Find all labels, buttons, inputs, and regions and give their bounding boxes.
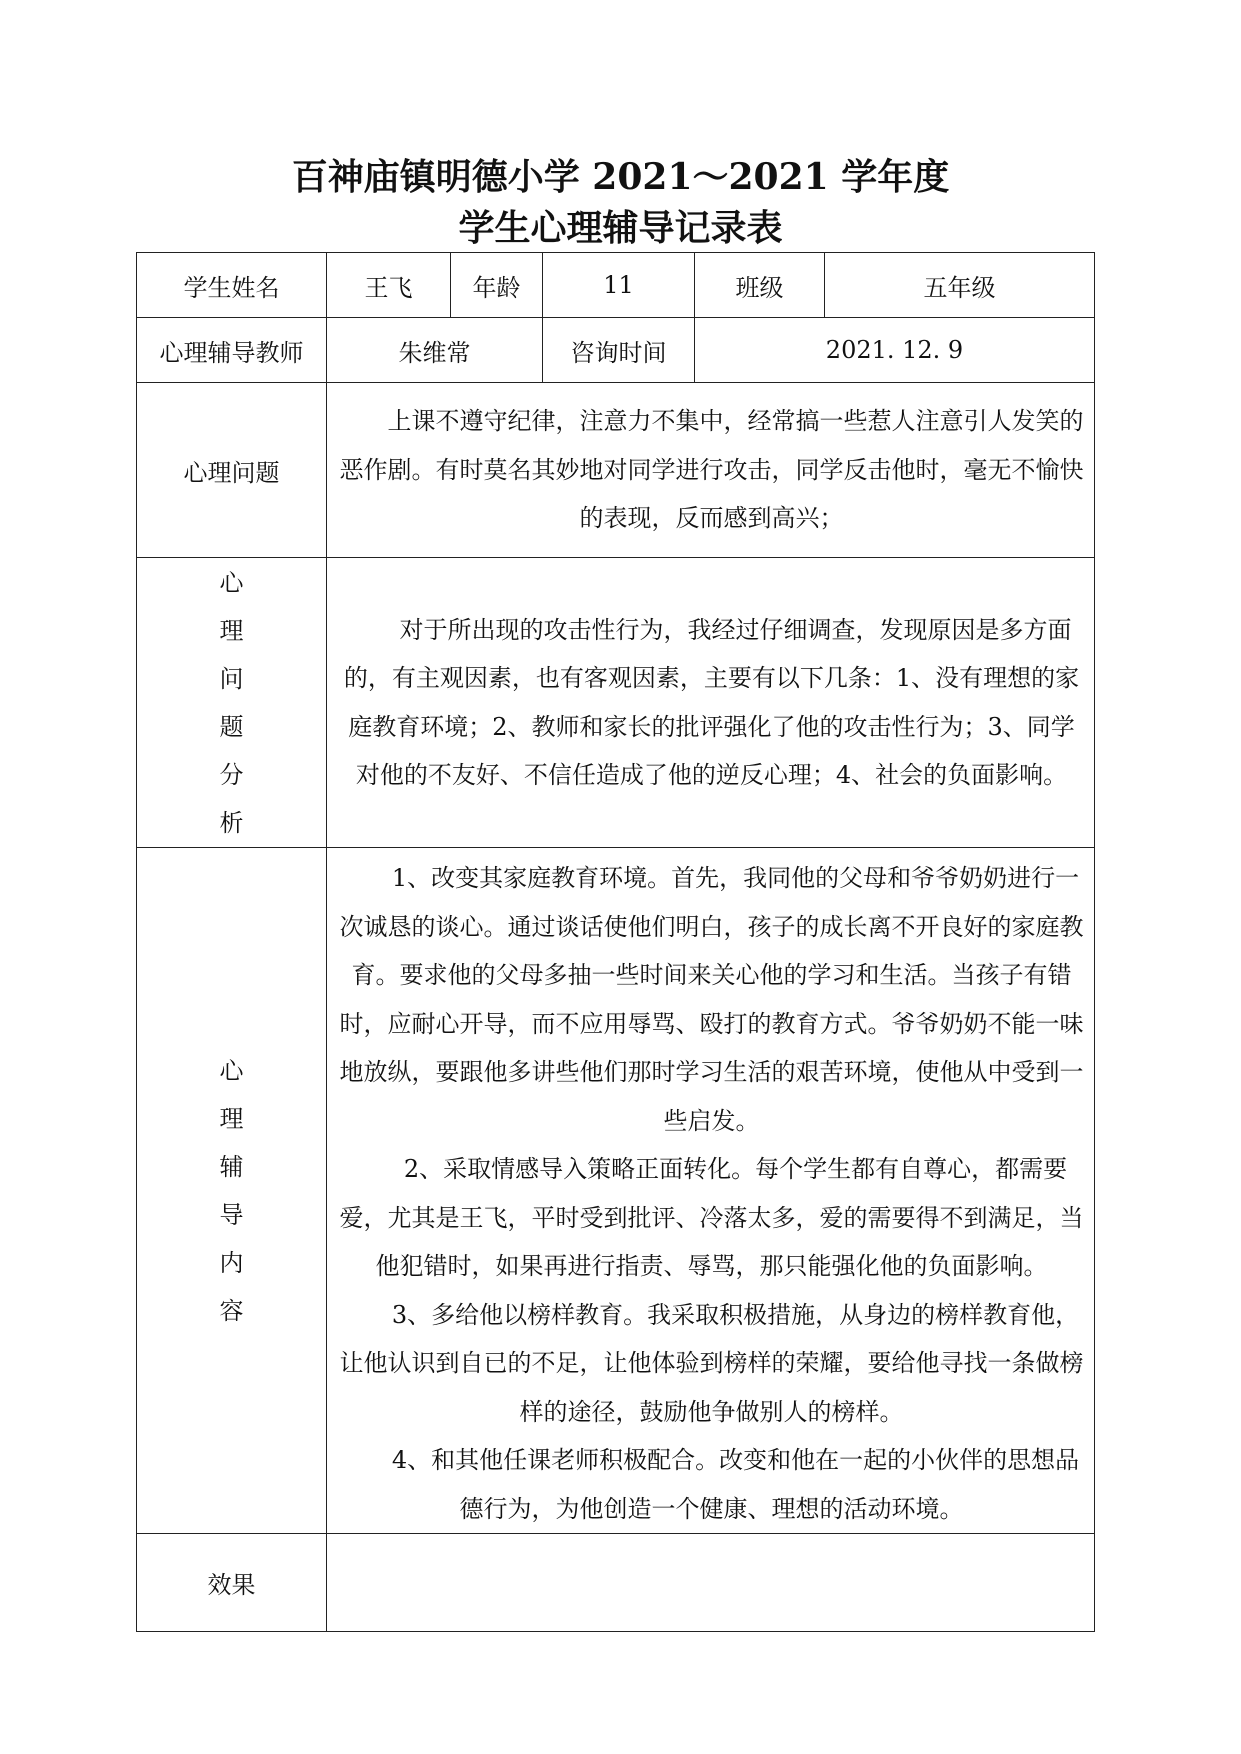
effect-cell: [327, 1534, 1095, 1632]
problem-label: 心理问题: [137, 383, 327, 558]
content-cell: [327, 848, 1095, 1534]
content-paragraph: 2、采取情感导入策略正面转化。每个学生都有自尊心，都需要爱，尤其是王飞，平时受到批评、冷落太多，爱的需要得不到满足，当他犯错时，如果再进行指责、辱骂，那只能强化他的负面影响。: [339, 1155, 1084, 1280]
class-label: 班级: [695, 253, 825, 318]
content-paragraph: 3、多给他以榜样教育。我采取积极措施，从身边的榜样教育他，让他认识到自已的不足，让他体验到榜样的荣耀，要给他寻找一条做榜样的途径，鼓励他争做别人的榜样。: [339, 1300, 1084, 1426]
problem-text: 上课不遵守纪律，注意力不集中，经常搞一些惹人注意引人发笑的恶作剧。有时莫名其妙地对同学进行攻击，同学反击他时，毫无不愉快的表现，反而感到高兴；: [339, 407, 1084, 533]
record-table: [136, 252, 1095, 1632]
analysis-label-cell: [137, 558, 327, 848]
page-title: 百神庙镇明德小学 2021～2021 学年度: [291, 156, 950, 198]
content-paragraph: 4、和其他任课老师积极配合。改变和他在一起的小伙伴的思想品德行为，为他创造一个健康、理想的活动环境。: [391, 1446, 1080, 1523]
age-label: 年龄: [451, 253, 543, 318]
page-subtitle: 学生心理辅导记录表: [458, 207, 783, 249]
age-value: 11: [543, 253, 695, 318]
problem-cell: [327, 383, 1095, 558]
content-label: 心理辅导内容: [219, 1056, 244, 1325]
teacher-label: 心理辅导教师: [137, 318, 327, 383]
analysis-text: 对于所出现的攻击性行为，我经过仔细调查，发现原因是多方面的，有主观因素，也有客观因素，主要有以下几条：1、没有理想的家庭教育环境；2、教师和家长的批评强化了他的攻击性行为；3、同学对他的不友好、不信任造成了他的逆反心理；4、社会的负面影响。: [343, 615, 1080, 789]
class-value: 五年级: [825, 253, 1095, 318]
content-label-cell: [137, 848, 327, 1534]
analysis-label: 心理问题分析: [219, 568, 244, 837]
student-name-label: 学生姓名: [137, 253, 327, 318]
content-paragraph: 1、改变其家庭教育环境。首先，我同他的父母和爷爷奶奶进行一次诚恳的谈心。通过谈话使他们明白，孩子的成长离不开良好的家庭教育。要求他的父母多抽一些时间来关心他的学习和生活。当孩子有错时，应耐心开导，而不应用辱骂、殴打的教育方式。爷爷奶奶不能一味地放纵，要跟他多讲些他们那时学习生活的艰苦环境，使他从中受到一些启发。: [339, 864, 1084, 1135]
consult-time-value: 2021. 12. 9: [695, 318, 1095, 383]
student-name-value: 王飞: [327, 253, 451, 318]
effect-label: 效果: [137, 1534, 327, 1632]
consult-time-label: 咨询时间: [543, 318, 695, 383]
teacher-value: 朱维常: [327, 318, 543, 383]
analysis-cell: [327, 558, 1095, 848]
